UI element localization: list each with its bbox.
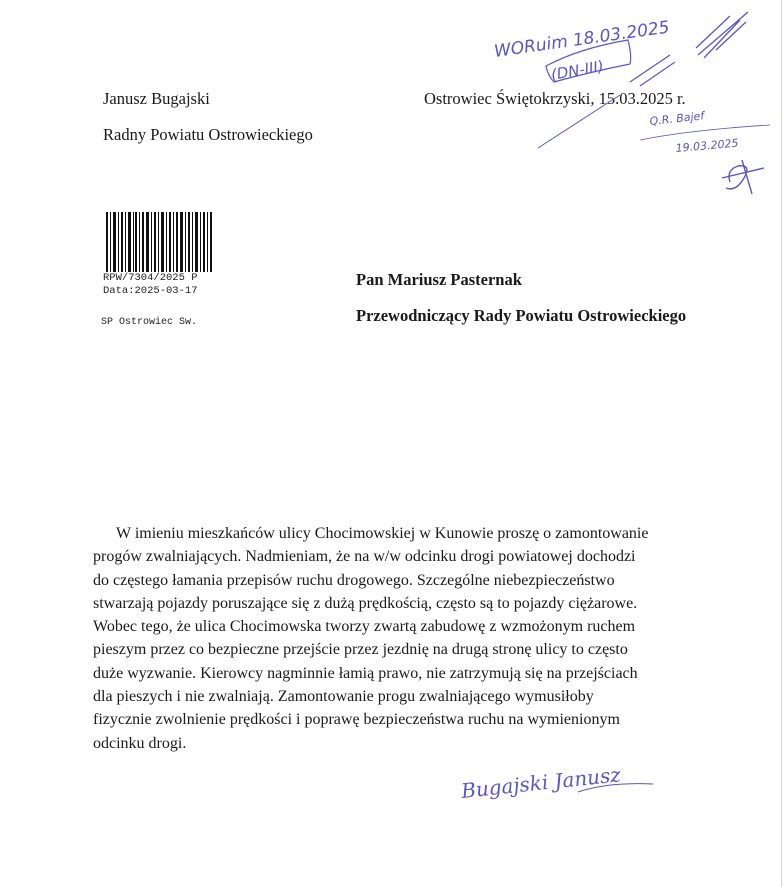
- body-line: do częstego łamania przepisów ruchu drogowego. Szczególne niebezpieczeństwo: [93, 571, 615, 589]
- place-date: Ostrowiec Świętokrzyski, 15.03.2025 r.: [424, 89, 686, 108]
- note-line1-text: Q.R. Bajef: [648, 109, 705, 128]
- registration-number: RPW/7304/2025 P: [103, 272, 198, 284]
- handwritten-registration-stamp: [490, 0, 780, 200]
- body-line: W imieniu mieszkańców ulicy Chocimowskiej w Kunowie proszę o zamontowanie: [116, 525, 649, 542]
- body-line: duże wyzwanie. Kierowcy nagminnie łamią prawo, nie zatrzymują się na przejściach: [93, 664, 638, 682]
- body-line: pieszym przez co bezpieczne przejście przez jezdnię na drugą stronę ulicy to często: [93, 641, 628, 659]
- signature-text: Bugajski Janusz: [460, 762, 622, 803]
- handwritten-signature: [458, 762, 658, 822]
- office-stamp: SP Ostrowiec Sw.: [101, 317, 198, 328]
- sender-title: Radny Powiatu Ostrowieckiego: [103, 125, 313, 144]
- body-line: Wobec tego, że ulica Chocimowska tworzy zwartą zabudowę z wzmożonym ruchem: [93, 618, 636, 636]
- sender-name: Janusz Bugajski: [103, 89, 210, 108]
- stamp-line1-text: WORuim 18.03.2025: [492, 17, 671, 62]
- barcode: [106, 212, 212, 272]
- body-line: stwarzają pojazdy poruszające się z dużą prędkością, często są to pojazdy ciężarowe.: [93, 594, 638, 612]
- stamp-line2-text: (DN-III): [549, 56, 606, 84]
- note-line2-text: 19.03.2025: [675, 136, 740, 155]
- recipient-name: Pan Mariusz Pasternak: [356, 270, 522, 289]
- body-line: odcinku drogi.: [93, 734, 187, 752]
- body-line: dla pieszych i nie zwalniają. Zamontowanie progu zwalniającego wymusiłoby: [93, 688, 594, 706]
- registration-date: Data:2025-03-17: [103, 285, 198, 297]
- body-line: fizycznie zwolnienie prędkości i poprawę bezpieczeństwa ruchu na wymienionym: [93, 711, 620, 729]
- recipient-title: Przewodniczący Rady Powiatu Ostrowieckiego: [356, 306, 687, 325]
- page-edge: [781, 0, 782, 887]
- letter-body: [93, 522, 733, 755]
- body-line: progów zwalniających. Nadmieniam, że na w/w odcinku drogi powiatowej dochodzi: [93, 548, 636, 566]
